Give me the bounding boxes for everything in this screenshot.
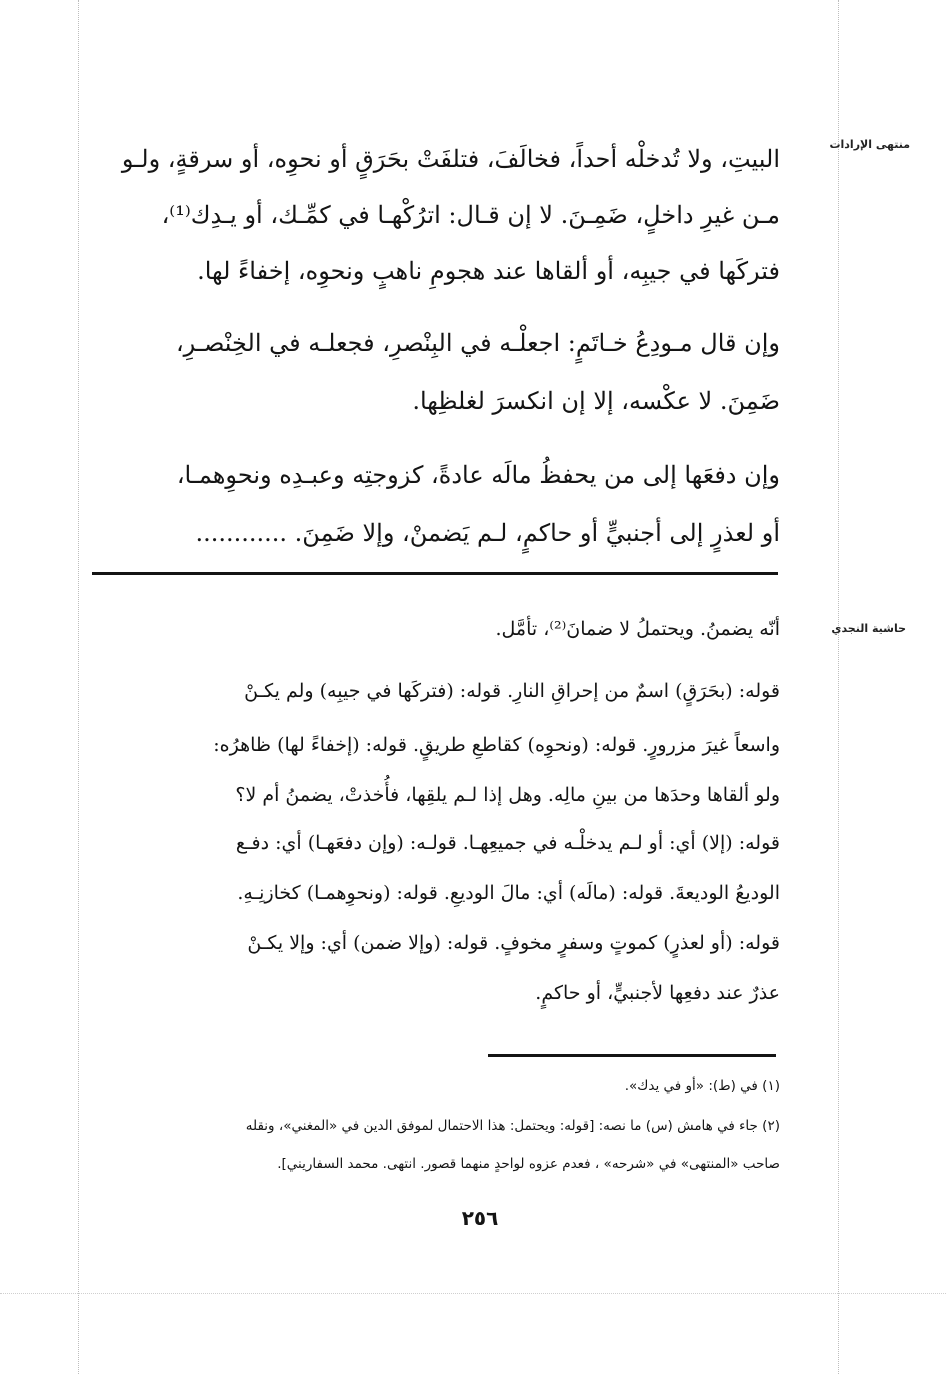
commentary-label: حاشية النجدي [831,622,906,635]
scan-guide-line [0,1293,946,1294]
main-text-line: فتركَها في جيبِه، أو ألقاها عند هجومِ ناهبٍ ونحوِه، إخفاءً لها. [197,257,780,285]
footnote-line: (٢) جاء في هامش (س) ما نصه: [قوله: ويحتمل: هذا الاحتمال لموفق الدين في «المغني»، ونقله [245,1118,780,1134]
commentary-line: عذرٌ عند دفعِها لأجنبيٍّ، أو حاكمٍ. [535,982,780,1004]
main-text-line: البيتِ، ولا تُدخلْه أحداً، فخالَفَ، فتلفَتْ بحَرَقٍ أو نحوِه، أو سرقةٍ، ولـو [121,145,780,173]
commentary-line: قوله: (بحَرَقٍ) اسمٌ من إحراقِ النارِ. قوله: (فتركَها في جيبِه) ولم يكـنْ [244,680,780,702]
footnote-line: صاحب «المنتهى» في «شرحه» ، فعدم عزوه لواحدٍ منهما قصور. انتهى. محمد السفاريني]. [277,1156,780,1172]
page-number: ٢٥٦ [461,1206,499,1230]
commentary-line: أنّه يضمنُ. ويحتملُ لا ضمانَ⁽²⁾، تأمَّل. [495,618,780,640]
main-text-line: وإن دفعَها إلى من يحفظُ مالَه عادةً، كزوجتِه وعبـدِه ونحوِهمـا، [176,461,780,489]
section-divider [92,572,778,575]
commentary-line: قوله: (إلا) أي: أو لـم يدخلْـه في جميعِهـا. قولـه: (وإن دفعَهـا) أي: دفـع [235,832,780,854]
main-text-label: منتهى الإرادات [829,138,910,151]
commentary-line: ولو ألقاها وحدَها من بينِ مالِه. وهل إذا لـم يلقِها، فأُخذتْ، يضمنُ أم لا؟ [235,784,780,806]
scan-guide-line [78,0,79,1374]
commentary-line: قوله: (أو لعذرٍ) كموتٍ وسفرٍ مخوفٍ. قوله: (وإلا ضمن) أي: وإلا يكـنْ [247,932,780,954]
commentary-line: واسعاً غيرَ مزرورٍ. قوله: (ونحوِه) كقاطعِ طريقٍ. قوله: (إخفاءً لها) ظاهرُه: [213,734,780,756]
scan-guide-line [838,0,839,1374]
main-text-line: مـن غيرِ داخلٍ، ضَمِـنَ. لا إن قـال: اترُكْهـا في كمِّـك، أو يـدِك⁽¹⁾، [161,201,780,229]
main-text-line: ضَمِنَ. لا عكْسه، إلا إن انكسرَ لغلظِها. [412,387,780,415]
main-text-line: أو لعذرٍ إلى أجنبيٍّ أو حاكمٍ، لـم يَضمنْ، وإلا ضَمِنَ. ............ [195,519,780,547]
footnote-divider [488,1054,776,1057]
main-text-line: وإن قال مـودِعُ خـاتَمٍ: اجعلْـه في البِنْصرِ، فجعلـه في الخِنْصـرِ، [175,329,780,357]
footnote-line: (١) في (ط): «أو في يدك». [624,1078,780,1094]
commentary-line: الوديعُ الوديعةَ. قوله: (مالَه) أي: مالَ الوديعِ. قوله: (ونحوِهمـا) كخازنِـهِ. [237,882,780,904]
